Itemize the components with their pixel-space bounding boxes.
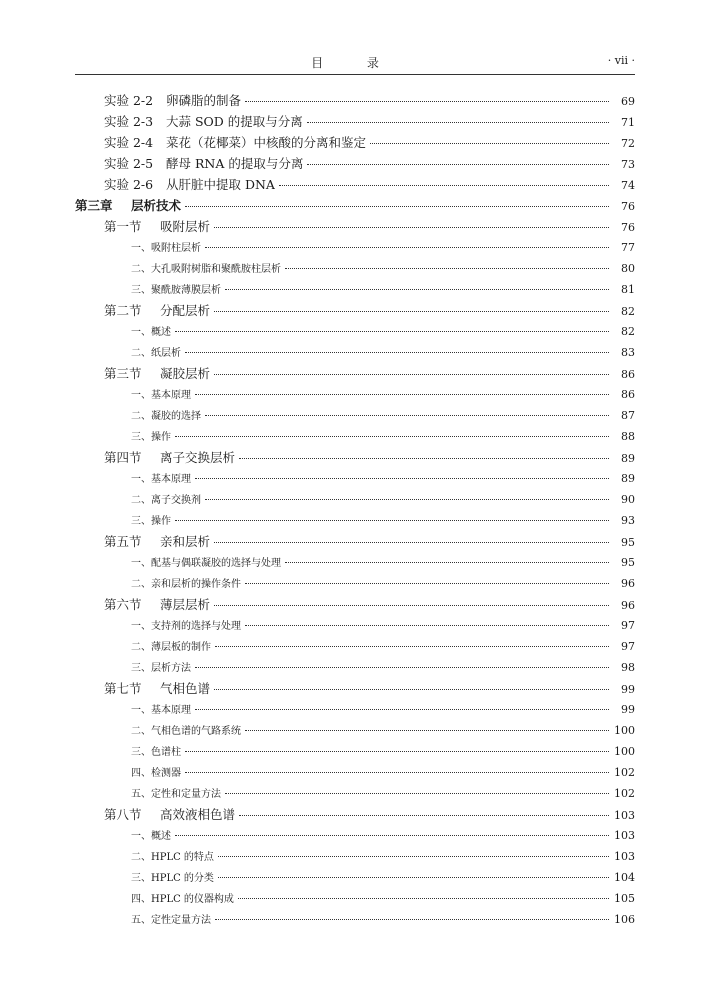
toc-entry-title: 一、基本原理: [131, 705, 191, 716]
toc-entry-number: 实验 2-6: [104, 177, 154, 192]
dot-leader: [175, 827, 609, 836]
toc-entry-label: [104, 678, 210, 699]
toc-entry-page-number: 102: [614, 766, 635, 779]
toc-entry-page-number: 99: [621, 683, 635, 696]
toc-entry-page-number: 100: [614, 745, 635, 758]
toc-entry-label: [104, 111, 303, 132]
dot-leader: [239, 450, 609, 459]
toc-item-entry[interactable]: [75, 615, 635, 636]
toc-entry-label: [131, 511, 171, 532]
toc-entry-number: 实验 2-4: [104, 135, 154, 150]
toc-item-entry[interactable]: [75, 699, 635, 720]
toc-entry-title: 三、操作: [131, 516, 171, 527]
toc-entry-label: [131, 490, 201, 511]
dot-leader: [218, 848, 609, 857]
toc-item-entry[interactable]: [75, 888, 635, 909]
table-of-contents: [75, 90, 635, 930]
dot-leader: [195, 470, 609, 479]
toc-entry-label: [104, 300, 210, 321]
toc-section-entry[interactable]: [75, 300, 635, 321]
toc-entry-label: [131, 847, 214, 868]
toc-entry-title: 一、概述: [131, 831, 171, 842]
toc-entry-number: 实验 2-5: [104, 156, 154, 171]
toc-entry-label: [131, 574, 241, 595]
toc-experiment-entry[interactable]: [75, 132, 635, 153]
dot-leader: [214, 681, 609, 690]
toc-entry-number: 第二节: [104, 303, 142, 318]
toc-entry-label: [104, 804, 235, 825]
toc-entry-page-number: 95: [621, 556, 635, 569]
toc-entry-title: 从肝脏中提取 DNA: [166, 177, 275, 192]
toc-entry-title: 卵磷脂的制备: [166, 93, 242, 108]
dot-leader: [214, 597, 609, 606]
dot-leader: [195, 386, 609, 395]
toc-entry-page-number: 93: [621, 514, 635, 527]
toc-entry-title: 二、凝胶的选择: [131, 411, 201, 422]
toc-entry-label: [131, 889, 234, 910]
toc-entry-label: [75, 195, 181, 216]
toc-entry-label: [104, 447, 235, 468]
toc-entry-page-number: 81: [621, 283, 635, 296]
dot-leader: [279, 177, 609, 186]
toc-entry-label: [131, 406, 201, 427]
toc-entry-title: 离子交换层析: [160, 450, 236, 465]
toc-entry-title: 一、概述: [131, 327, 171, 338]
dot-leader: [245, 617, 609, 626]
toc-entry-number: 第三章: [75, 198, 113, 213]
toc-item-entry[interactable]: [75, 552, 635, 573]
toc-chapter-entry[interactable]: [75, 195, 635, 216]
header-divider: [75, 74, 635, 75]
toc-entry-label: [131, 343, 181, 364]
dot-leader: [195, 701, 609, 710]
toc-entry-page-number: 74: [621, 179, 635, 192]
toc-entry-label: [131, 259, 281, 280]
toc-entry-title: 一、吸附柱层析: [131, 243, 201, 254]
toc-entry-title: 一、基本原理: [131, 474, 191, 485]
toc-item-entry[interactable]: [75, 258, 635, 279]
dot-leader: [185, 198, 609, 207]
toc-entry-label: [104, 174, 275, 195]
toc-entry-title: 二、薄层板的制作: [131, 642, 211, 653]
dot-leader: [205, 407, 609, 416]
toc-entry-label: [104, 216, 210, 237]
toc-experiment-entry[interactable]: [75, 111, 635, 132]
dot-leader: [239, 807, 609, 816]
toc-entry-page-number: 103: [614, 829, 635, 842]
toc-entry-label: [131, 763, 181, 784]
toc-item-entry[interactable]: [75, 237, 635, 258]
toc-item-entry[interactable]: [75, 762, 635, 783]
dot-leader: [370, 135, 609, 144]
toc-item-entry[interactable]: [75, 825, 635, 846]
toc-section-entry[interactable]: [75, 216, 635, 237]
toc-entry-title: 亲和层析: [160, 534, 211, 549]
dot-leader: [214, 303, 609, 312]
toc-entry-label: [104, 90, 241, 111]
toc-entry-number: 第六节: [104, 597, 142, 612]
toc-entry-title: 三、HPLC 的分类: [131, 873, 214, 884]
toc-entry-page-number: 105: [614, 892, 635, 905]
toc-entry-label: [131, 427, 171, 448]
dot-leader: [245, 93, 609, 102]
toc-entry-page-number: 106: [614, 913, 635, 926]
dot-leader: [218, 869, 609, 878]
toc-entry-page-number: 97: [621, 619, 635, 632]
toc-entry-label: [131, 469, 191, 490]
toc-entry-label: [131, 721, 241, 742]
toc-entry-number: 实验 2-2: [104, 93, 154, 108]
toc-item-entry[interactable]: [75, 510, 635, 531]
toc-entry-title: 三、层析方法: [131, 663, 191, 674]
toc-section-entry[interactable]: [75, 678, 635, 699]
toc-entry-number: 第三节: [104, 366, 142, 381]
toc-section-entry[interactable]: [75, 804, 635, 825]
toc-item-entry[interactable]: [75, 909, 635, 930]
dot-leader: [175, 428, 609, 437]
toc-entry-label: [104, 363, 210, 384]
toc-entry-title: 高效液相色谱: [160, 807, 236, 822]
toc-entry-page-number: 95: [621, 536, 635, 549]
toc-entry-page-number: 80: [621, 262, 635, 275]
dot-leader: [245, 575, 609, 584]
toc-entry-title: 气相色谱: [160, 681, 211, 696]
toc-item-entry[interactable]: [75, 846, 635, 867]
toc-entry-label: [131, 553, 281, 574]
toc-item-entry[interactable]: [75, 405, 635, 426]
toc-entry-title: 一、配基与偶联凝胶的选择与处理: [131, 558, 281, 569]
toc-entry-number: 实验 2-3: [104, 114, 154, 129]
dot-leader: [214, 366, 609, 375]
toc-entry-page-number: 96: [621, 577, 635, 590]
toc-entry-page-number: 87: [621, 409, 635, 422]
toc-entry-title: 二、离子交换剂: [131, 495, 201, 506]
dot-leader: [175, 323, 609, 332]
toc-item-entry[interactable]: [75, 657, 635, 678]
toc-entry-label: [104, 531, 210, 552]
toc-entry-label: [131, 700, 191, 721]
toc-entry-number: 第七节: [104, 681, 142, 696]
toc-entry-page-number: 76: [621, 221, 635, 234]
toc-entry-page-number: 96: [621, 599, 635, 612]
toc-entry-title: 三、操作: [131, 432, 171, 443]
toc-entry-page-number: 83: [621, 346, 635, 359]
toc-entry-label: [131, 784, 221, 805]
dot-leader: [285, 554, 609, 563]
toc-entry-title: 层析技术: [131, 198, 182, 213]
toc-entry-page-number: 100: [614, 724, 635, 737]
toc-entry-page-number: 102: [614, 787, 635, 800]
toc-entry-label: [131, 637, 211, 658]
toc-entry-page-number: 86: [621, 388, 635, 401]
toc-entry-page-number: 97: [621, 640, 635, 653]
toc-entry-page-number: 104: [614, 871, 635, 884]
toc-entry-title: 二、纸层析: [131, 348, 181, 359]
toc-experiment-entry[interactable]: [75, 90, 635, 111]
toc-entry-title: 凝胶层析: [160, 366, 211, 381]
toc-entry-title: 四、检测器: [131, 768, 181, 779]
toc-entry-title: 薄层层析: [160, 597, 211, 612]
toc-item-entry[interactable]: [75, 468, 635, 489]
page-header: [75, 52, 635, 72]
toc-experiment-entry[interactable]: [75, 153, 635, 174]
toc-entry-title: 吸附层析: [160, 219, 211, 234]
toc-entry-title: 二、气相色谱的气路系统: [131, 726, 241, 737]
toc-section-entry[interactable]: [75, 594, 635, 615]
toc-item-entry[interactable]: [75, 342, 635, 363]
toc-entry-page-number: 86: [621, 368, 635, 381]
toc-entry-page-number: 90: [621, 493, 635, 506]
dot-leader: [285, 260, 609, 269]
toc-entry-page-number: 89: [621, 452, 635, 465]
toc-entry-title: 三、聚酰胺薄膜层析: [131, 285, 221, 296]
toc-entry-label: [104, 132, 366, 153]
toc-entry-label: [131, 280, 221, 301]
toc-experiment-entry[interactable]: [75, 174, 635, 195]
toc-section-entry[interactable]: [75, 447, 635, 468]
toc-item-entry[interactable]: [75, 426, 635, 447]
dot-leader: [214, 219, 609, 228]
toc-entry-page-number: 88: [621, 430, 635, 443]
toc-entry-page-number: 103: [614, 809, 635, 822]
dot-leader: [307, 114, 609, 123]
toc-entry-page-number: 103: [614, 850, 635, 863]
toc-item-entry[interactable]: [75, 741, 635, 762]
toc-entry-title: 菜花（花椰菜）中核酸的分离和鉴定: [166, 135, 367, 150]
toc-entry-label: [131, 826, 171, 847]
toc-entry-title: 五、定性定量方法: [131, 915, 211, 926]
dot-leader: [238, 890, 609, 899]
toc-entry-page-number: 99: [621, 703, 635, 716]
toc-entry-page-number: 71: [621, 116, 635, 129]
toc-entry-number: 第八节: [104, 807, 142, 822]
toc-entry-label: [104, 594, 210, 615]
toc-item-entry[interactable]: [75, 321, 635, 342]
toc-entry-label: [131, 742, 181, 763]
toc-entry-page-number: 69: [621, 95, 635, 108]
toc-entry-title: 大蒜 SOD 的提取与分离: [166, 114, 303, 129]
toc-entry-title: 二、亲和层析的操作条件: [131, 579, 241, 590]
toc-entry-label: [131, 910, 211, 931]
dot-leader: [245, 722, 609, 731]
toc-entry-label: [131, 385, 191, 406]
toc-entry-number: 第四节: [104, 450, 142, 465]
toc-entry-page-number: 77: [621, 241, 635, 254]
toc-entry-page-number: 73: [621, 158, 635, 171]
toc-item-entry[interactable]: [75, 573, 635, 594]
toc-entry-title: 一、基本原理: [131, 390, 191, 401]
dot-leader: [185, 344, 609, 353]
toc-entry-page-number: 72: [621, 137, 635, 150]
toc-entry-label: [131, 322, 171, 343]
toc-entry-label: [131, 616, 241, 637]
toc-entry-label: [104, 153, 303, 174]
toc-entry-label: [131, 868, 214, 889]
toc-entry-title: 二、大孔吸附树脂和聚酰胺柱层析: [131, 264, 281, 275]
toc-section-entry[interactable]: [75, 363, 635, 384]
toc-entry-title: 酵母 RNA 的提取与分离: [166, 156, 304, 171]
toc-item-entry[interactable]: [75, 384, 635, 405]
page-number-marker: · vii ·: [607, 54, 635, 67]
toc-entry-title: 分配层析: [160, 303, 211, 318]
dot-leader: [225, 281, 609, 290]
toc-entry-page-number: 98: [621, 661, 635, 674]
toc-entry-title: 二、HPLC 的特点: [131, 852, 214, 863]
toc-entry-title: 三、色谱柱: [131, 747, 181, 758]
toc-entry-label: [131, 238, 201, 259]
toc-entry-number: 第五节: [104, 534, 142, 549]
toc-entry-title: 五、定性和定量方法: [131, 789, 221, 800]
page-title: 目 录: [311, 56, 399, 70]
dot-leader: [175, 512, 609, 521]
toc-entry-title: 四、HPLC 的仪器构成: [131, 894, 234, 905]
toc-item-entry[interactable]: [75, 720, 635, 741]
toc-entry-page-number: 76: [621, 200, 635, 213]
toc-item-entry[interactable]: [75, 867, 635, 888]
toc-item-entry[interactable]: [75, 279, 635, 300]
dot-leader: [214, 534, 609, 543]
dot-leader: [185, 743, 609, 752]
toc-entry-label: [131, 658, 191, 679]
toc-entry-page-number: 89: [621, 472, 635, 485]
dot-leader: [205, 491, 609, 500]
toc-item-entry[interactable]: [75, 783, 635, 804]
dot-leader: [225, 785, 609, 794]
dot-leader: [205, 239, 609, 248]
dot-leader: [215, 911, 609, 920]
toc-section-entry[interactable]: [75, 531, 635, 552]
dot-leader: [307, 156, 609, 165]
toc-entry-page-number: 82: [621, 305, 635, 318]
dot-leader: [195, 659, 609, 668]
toc-item-entry[interactable]: [75, 636, 635, 657]
toc-entry-number: 第一节: [104, 219, 142, 234]
toc-entry-page-number: 82: [621, 325, 635, 338]
toc-entry-title: 一、支持剂的选择与处理: [131, 621, 241, 632]
dot-leader: [185, 764, 609, 773]
dot-leader: [215, 638, 609, 647]
toc-item-entry[interactable]: [75, 489, 635, 510]
